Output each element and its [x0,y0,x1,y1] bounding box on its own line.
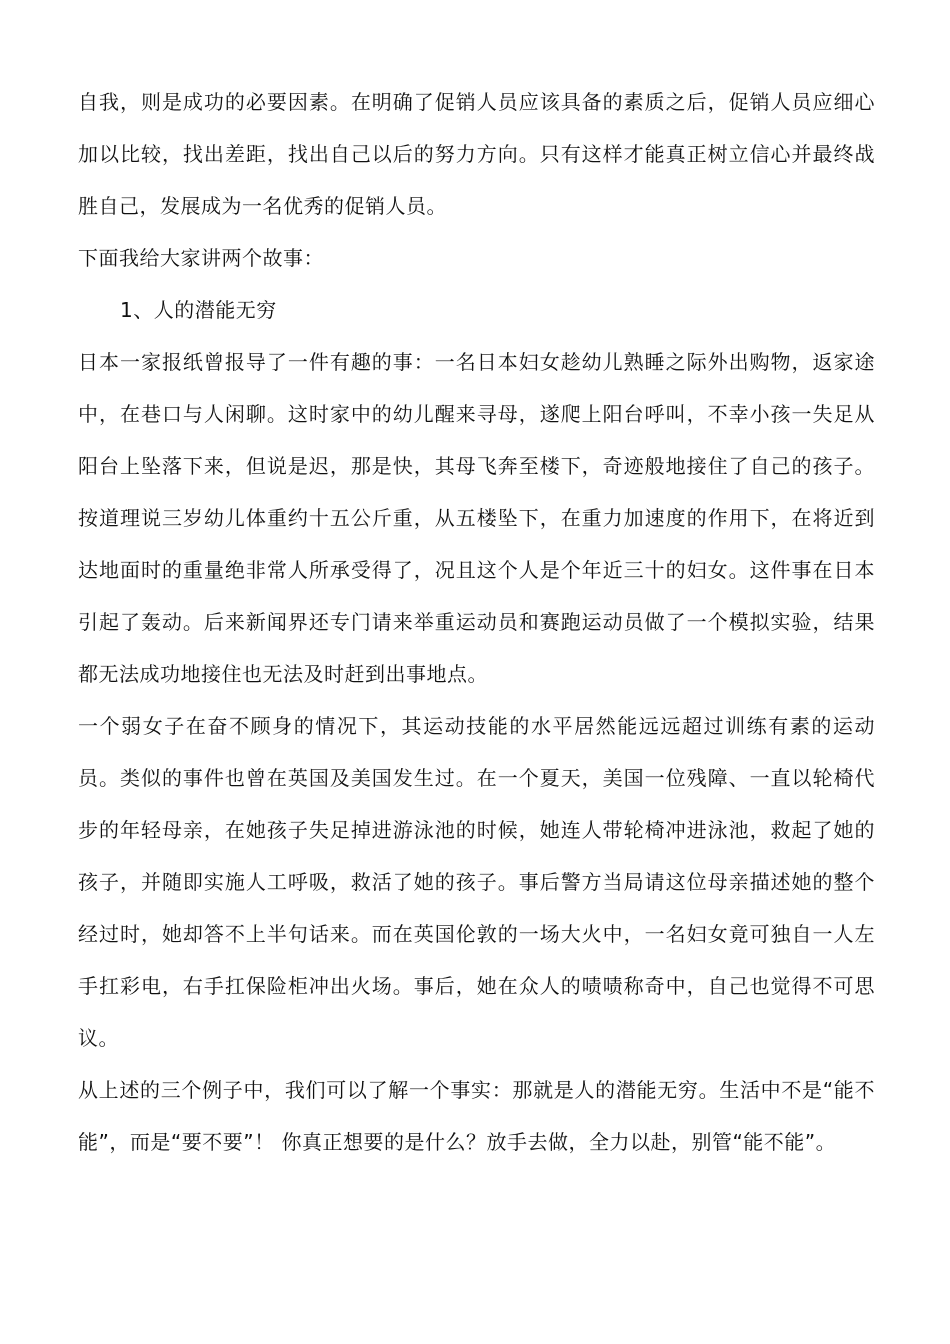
document-page [78,76,875,1168]
section-heading: 1、人的潜能无穷 [120,298,277,322]
paragraph-conclusion: 从上述的三个例子中，我们可以了解一个事实：那就是人的潜能无穷。生活中不是“能不能”，而是“要不要”！ 你真正想要的是什么？放手去做，全力以赴，别管“能不能”。 [78,1078,875,1154]
paragraph-intro: 自我，则是成功的必要因素。在明确了促销人员应该具备的素质之后，促销人员应细心加以比较，找出差距，找出自己以后的努力方向。只有这样才能真正树立信心并最终战胜自己，发展成为一名优秀的促销人员。 [78,90,875,218]
paragraph-story-lead: 下面我给大家讲两个故事： [78,246,324,270]
paragraph-uk-us-story: 一个弱女子在奋不顾身的情况下，其运动技能的水平居然能远远超过训练有素的运动员。类似的事件也曾在英国及美国发生过。在一个夏天，美国一位残障、一直以轮椅代步的年轻母亲，在她孩子失足掉进游泳池的时候，她连人带轮椅冲进泳池，救起了她的孩子，并随即实施人工呼吸，救活了她的孩子。事后警方当局请这位母亲描述她的整个经过时，她却答不上半句话来。而在英国伦敦的一场大火中，一名妇女竟可独自一人左手扛彩电，右手扛保险柜冲出火场。事后，她在众人的啧啧称奇中，自己也觉得不可思议。 [78,714,875,1050]
paragraph-japan-story: 日本一家报纸曾报导了一件有趣的事：一名日本妇女趁幼儿熟睡之际外出购物，返家途中，在巷口与人闲聊。这时家中的幼儿醒来寻母，遂爬上阳台呼叫，不幸小孩一失足从阳台上坠落下来，但说是迟，那是快，其母飞奔至楼下，奇迹般地接住了自己的孩子。按道理说三岁幼儿体重约十五公斤重，从五楼坠下，在重力加速度的作用下，在将近到达地面时的重量绝非常人所承受得了，况且这个人是个年近三十的妇女。这件事在日本引起了轰动。后来新闻界还专门请来举重运动员和赛跑运动员做了一个模拟实验，结果都无法成功地接住也无法及时赶到出事地点。 [78,350,875,686]
